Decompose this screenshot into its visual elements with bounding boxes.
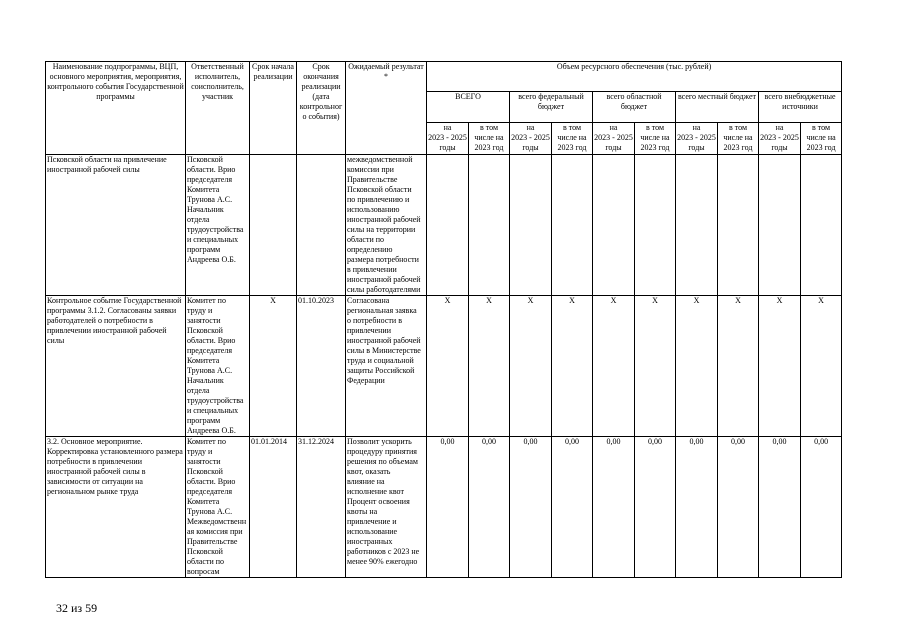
cell-value bbox=[427, 155, 469, 296]
cell-name: 3.2. Основное мероприятие. Корректировка установленного размера потребности в привлечении иностранной рабочей силы в зависимости от ситуации на региональном рынке труда bbox=[46, 437, 186, 578]
header-group-total: ВСЕГО bbox=[427, 92, 510, 123]
cell-start: X bbox=[250, 296, 297, 437]
subheader-year: в том числе на 2023 год bbox=[469, 123, 510, 155]
table-row bbox=[46, 296, 842, 437]
cell-value bbox=[593, 155, 635, 296]
cell-value bbox=[510, 155, 552, 296]
cell-value: 0,00 bbox=[635, 437, 676, 578]
cell-value: 0,00 bbox=[759, 437, 801, 578]
header-result: Ожидаемый результат * bbox=[346, 62, 427, 155]
cell-value: 0,00 bbox=[593, 437, 635, 578]
cell-value: 0,00 bbox=[427, 437, 469, 578]
subheader-period: на 2023 - 2025 годы bbox=[593, 123, 635, 155]
subheader-year: в том числе на 2023 год bbox=[718, 123, 759, 155]
cell-value: 0,00 bbox=[469, 437, 510, 578]
cell-value bbox=[469, 155, 510, 296]
header-volume: Объем ресурсного обеспечения (тыс. рублей) bbox=[427, 62, 842, 92]
cell-value: 0,00 bbox=[676, 437, 718, 578]
header-group-extrabudget: всего внебюджетные источники bbox=[759, 92, 842, 123]
cell-result: Позволит ускорить процедуру принятия решения по объемам квот, оказать влияние на исполнение квот Процент освоения квоты на привлечение и использование иностранных работников с 2023 не менее 90% ежегодно bbox=[346, 437, 427, 578]
cell-responsible: Комитет по труду и занятости Псковской области. Врио председателя Комитета Трунова А.С. Начальник отдела трудоустройства и специальных программ Андреева О.Б. bbox=[186, 296, 250, 437]
subheader-period: на 2023 - 2025 годы bbox=[676, 123, 718, 155]
cell-value: X bbox=[801, 296, 842, 437]
cell-value: X bbox=[718, 296, 759, 437]
header-group-federal: всего федеральный бюджет bbox=[510, 92, 593, 123]
resource-table bbox=[45, 61, 842, 578]
cell-value: 0,00 bbox=[801, 437, 842, 578]
cell-value: 0,00 bbox=[552, 437, 593, 578]
cell-value bbox=[552, 155, 593, 296]
cell-name: Контрольное событие Государственной программы 3.1.2. Согласованы заявки работодателей о потребности в привлечении иностранной рабочей силы bbox=[46, 296, 186, 437]
subheader-period: на 2023 - 2025 годы bbox=[759, 123, 801, 155]
cell-start bbox=[250, 155, 297, 296]
cell-value bbox=[759, 155, 801, 296]
cell-result: Согласована региональная заявка о потребности в привлечении иностранной рабочей силы в Министерстве труда и социальной защиты Российской Федерации bbox=[346, 296, 427, 437]
subheader-period: на 2023 - 2025 годы bbox=[427, 123, 469, 155]
cell-responsible: Псковской области. Врио председателя Комитета Трунова А.С. Начальник отдела трудоустройства и специальных программ Андреева О.Б. bbox=[186, 155, 250, 296]
cell-responsible: Комитет по труду и занятости Псковской области. Врио председателя Комитета Трунова А.С. Межведомственн ая комиссия при Правительстве Псковской области по вопросам bbox=[186, 437, 250, 578]
cell-value: X bbox=[510, 296, 552, 437]
cell-value: 0,00 bbox=[510, 437, 552, 578]
cell-value: X bbox=[593, 296, 635, 437]
header-name: Наименование подпрограммы, ВЦП, основного мероприятия, мероприятия, контрольного события Государственной программы bbox=[46, 62, 186, 155]
cell-value bbox=[635, 155, 676, 296]
cell-start: 01.01.2014 bbox=[250, 437, 297, 578]
subheader-period: на 2023 - 2025 годы bbox=[510, 123, 552, 155]
cell-value bbox=[718, 155, 759, 296]
cell-end: 01.10.2023 bbox=[297, 296, 346, 437]
cell-name: Псковской области на привлечение иностранной рабочей силы bbox=[46, 155, 186, 296]
table-row bbox=[46, 437, 842, 578]
header-responsible: Ответственный исполнитель, соисполнитель, участник bbox=[186, 62, 250, 155]
cell-value: X bbox=[676, 296, 718, 437]
cell-value: X bbox=[427, 296, 469, 437]
cell-end bbox=[297, 155, 346, 296]
subheader-year: в том числе на 2023 год bbox=[635, 123, 676, 155]
page-number: 32 из 59 bbox=[56, 601, 98, 615]
subheader-year: в том числе на 2023 год bbox=[552, 123, 593, 155]
header-group-regional: всего областной бюджет bbox=[593, 92, 676, 123]
cell-end: 31.12.2024 bbox=[297, 437, 346, 578]
header-end: Срок окончания реализации (дата контрольного события) bbox=[297, 62, 346, 155]
cell-result: межведомственной комиссии при Правительстве Псковской области по привлечению и использованию иностранной рабочей силы на территории области по определению размера потребности в привлечении иностранной рабочей силы работодателями bbox=[346, 155, 427, 296]
cell-value: 0,00 bbox=[718, 437, 759, 578]
cell-value bbox=[801, 155, 842, 296]
subheader-year: в том числе на 2023 год bbox=[801, 123, 842, 155]
cell-value: X bbox=[552, 296, 593, 437]
header-start: Срок начала реализации bbox=[250, 62, 297, 155]
cell-value: X bbox=[759, 296, 801, 437]
cell-value: X bbox=[469, 296, 510, 437]
table-row bbox=[46, 155, 842, 296]
cell-value bbox=[676, 155, 718, 296]
header-group-local: всего местный бюджет bbox=[676, 92, 759, 123]
cell-value: X bbox=[635, 296, 676, 437]
